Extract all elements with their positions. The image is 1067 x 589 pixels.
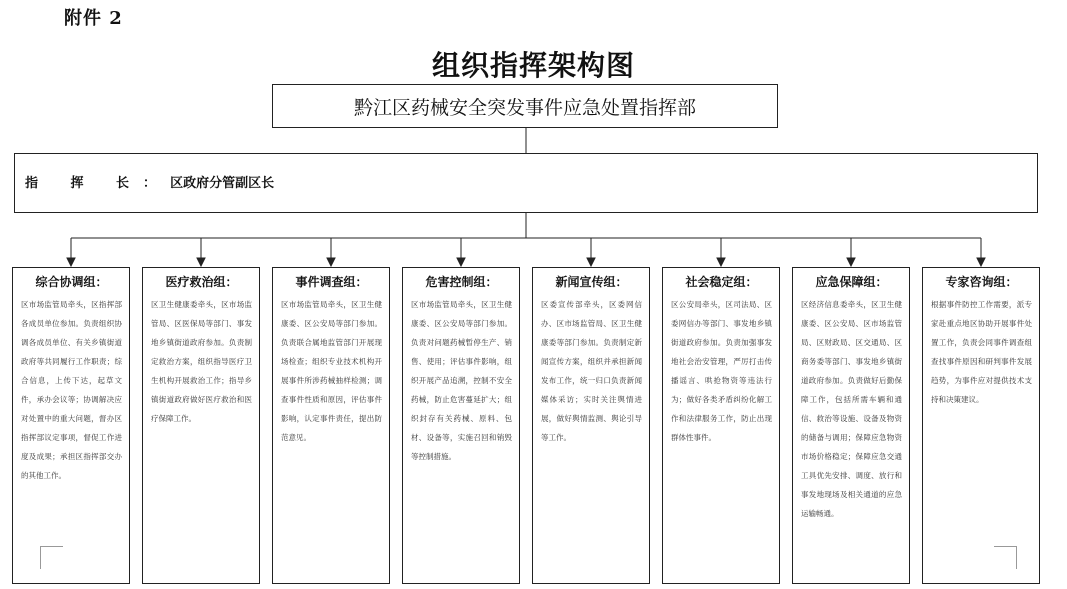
group-title: 新闻宣传组：: [555, 275, 628, 289]
group-description: 区市场监管局牵头，区指挥部各成员单位参加。负责组织协调各成员单位、有关乡镇街道政府等共同履行工作职责；综合信息，上传下达，起草文件，承办会议等；协调解决应对处置中的重大问题，督办区指挥部议定事项，督促工作进度及成果；承担区指挥部交办的其他工作。: [21, 300, 122, 480]
group-description: 区委宣传部牵头，区委网信办、区市场监管局、区卫生健康委等部门参加。负责制定新闻宣传方案，组织并承担新闻发布工作，统一归口负责新闻媒体采访；实时关注舆情进展，做好舆情监测、舆论引导等工作。: [541, 300, 642, 442]
annex-label: 附件 2: [64, 8, 123, 29]
branch-arrow: [67, 258, 75, 266]
group-description: 区市场监管局牵头，区卫生健康委、区公安局等部门参加。负责对问题药械暂停生产、销售、使用；评估事件影响，组织开展产品追溯，控制不安全药械，防止危害蔓延扩大；组织封存有关药械、原料、包材、设备等，实施召回和销毁等控制措施。: [411, 300, 512, 461]
branch-arrow: [327, 258, 335, 266]
group-box-expert: [922, 267, 1040, 584]
group-box-publicity: [532, 267, 650, 584]
branch-arrow: [847, 258, 855, 266]
branch-arrow: [197, 258, 205, 266]
branch-arrow: [587, 258, 595, 266]
group-title: 危害控制组：: [425, 275, 498, 289]
group-description: 区卫生健康委牵头，区市场监管局、区医保局等部门、事发地乡镇街道政府参加。负责制定救治方案，组织指导医疗卫生机构开展救治工作；指导乡镇街道政府做好医疗救治和医疗保障工作。: [151, 300, 252, 423]
commander-role: 指 挥 长：: [25, 176, 171, 191]
group-box-support: [792, 267, 910, 584]
group-box-stability: [662, 267, 780, 584]
branch-arrow: [457, 258, 465, 266]
headquarters-label: 黔江区药械安全突发事件应急处置指挥部: [353, 96, 696, 119]
group-title: 医疗救治组：: [165, 275, 238, 289]
group-description: 区公安局牵头，区司法局、区委网信办等部门、事发地乡镇街道政府参加。负责加强事发地社会治安管理，严厉打击传播谣言、哄抢物资等违法行为；做好各类矛盾纠纷化解工作和法律服务工作，防止出现群体性事件。: [671, 300, 772, 442]
chart-title: 组织指挥架构图: [431, 49, 635, 82]
group-title: 专家咨询组：: [945, 275, 1018, 289]
group-title: 社会稳定组：: [685, 275, 758, 289]
group-box-coordination: [12, 267, 130, 584]
group-box-hazard-control: [402, 267, 520, 584]
group-description: 区市场监管局牵头，区卫生健康委、区公安局等部门参加。负责联合属地监管部门开展现场检查；组织专业技术机构开展事件所涉药械抽样检测；调查事件性质和原因，评估事件影响，认定事件责任，提出防范意见。: [281, 300, 382, 442]
commander-value: 区政府分管副区长: [170, 176, 275, 191]
group-description: 根据事件防控工作需要，派专家赴重点地区协助开展事件处置工作，负责会同事件调查组查找事件原因和研判事件发展趋势，为事件应对提供技术支持和决策建议。: [931, 300, 1032, 404]
group-title: 应急保障组：: [815, 275, 888, 289]
branch-arrow: [717, 258, 725, 266]
crop-mark: [40, 546, 63, 569]
group-box-investigation: [272, 267, 390, 584]
group-title: 综合协调组：: [35, 275, 108, 289]
branch-arrow: [977, 258, 985, 266]
group-title: 事件调查组：: [295, 275, 368, 289]
crop-mark: [994, 546, 1017, 569]
group-description: 区经济信息委牵头，区卫生健康委、区公安局、区市场监管局、区财政局、区交通局、区商务委等部门、事发地乡镇街道政府参加。负责做好后勤保障工作，包括所需车辆和通信、救治等设施、设备及物资的储备与调用；保障应急物资市场价格稳定；保障应急交通工具优先安排、调度、放行和事发地现场及相关通道的应急运输畅通。: [801, 300, 902, 518]
group-box-medical: [142, 267, 260, 584]
